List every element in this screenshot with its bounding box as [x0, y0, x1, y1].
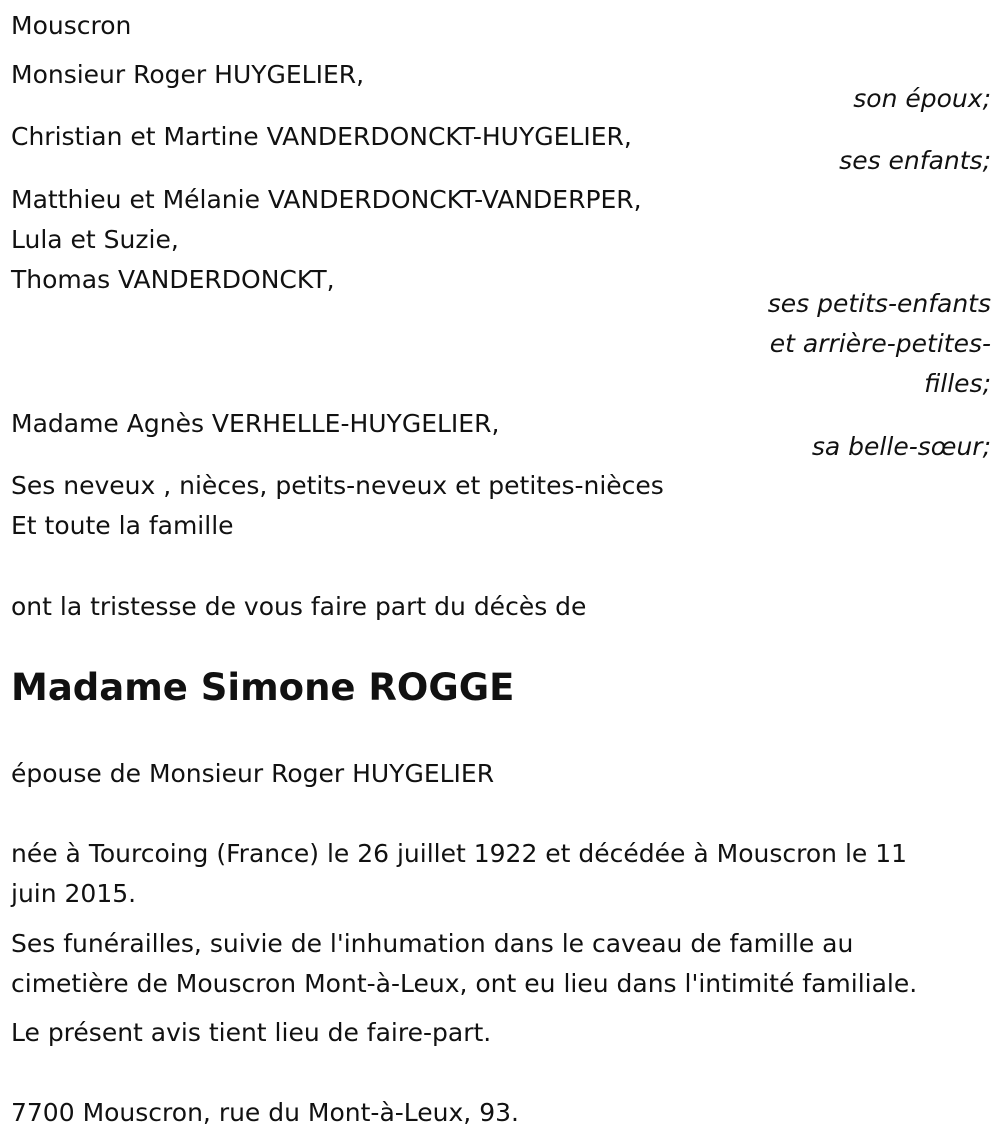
family-member-sister-in-law: Madame Agnès VERHELLE-HUYGELIER,	[11, 409, 500, 438]
family-member-children: Christian et Martine VANDERDONCKT-HUYGELIER,	[11, 122, 632, 151]
announcement-text: ont la tristesse de vous faire part du décès de	[11, 592, 587, 621]
birth-death-line-1: née à Tourcoing (France) le 26 juillet 1922 et décédée à Mouscron le 11	[11, 839, 908, 868]
funeral-line-2: cimetière de Mouscron Mont-à-Leux, ont eu lieu dans l'intimité familiale.	[11, 969, 918, 998]
relation-sister-in-law: sa belle-sœur;	[811, 432, 991, 461]
relation-grandchildren-line-1: ses petits-enfants	[767, 289, 991, 318]
funeral-line-1: Ses funérailles, suivie de l'inhumation dans le caveau de famille au	[11, 929, 854, 958]
family-member-grandchild-1: Matthieu et Mélanie VANDERDONCKT-VANDERPER,	[11, 185, 642, 214]
birth-death-line-2: juin 2015.	[11, 879, 137, 908]
deceased-name: Madame Simone ROGGE	[11, 666, 515, 709]
relation-grandchildren-line-2: et arrière-petites-	[769, 329, 991, 358]
family-extended-line-1: Ses neveux , nièces, petits-neveux et petites-nièces	[11, 471, 664, 500]
address-text: 7700 Mouscron, rue du Mont-à-Leux, 93.	[11, 1098, 519, 1127]
city-heading: Mouscron	[11, 11, 132, 40]
relation-spouse: son époux;	[853, 84, 991, 113]
relation-children: ses enfants;	[839, 146, 991, 175]
family-member-spouse: Monsieur Roger HUYGELIER,	[11, 60, 365, 89]
family-member-grandchild-3: Thomas VANDERDONCKT,	[11, 265, 335, 294]
relation-grandchildren-line-3: filles;	[924, 369, 991, 398]
family-member-grandchild-2: Lula et Suzie,	[11, 225, 179, 254]
spouse-line: épouse de Monsieur Roger HUYGELIER	[11, 759, 495, 788]
notice-text: Le présent avis tient lieu de faire-part.	[11, 1018, 492, 1047]
family-extended-line-2: Et toute la famille	[11, 511, 234, 540]
